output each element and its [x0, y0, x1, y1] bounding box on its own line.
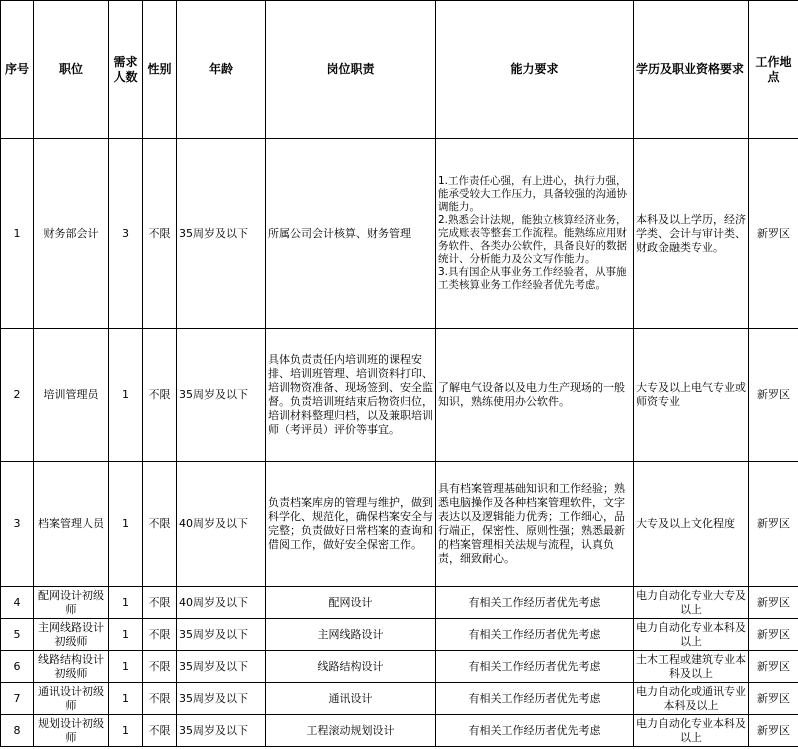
cell-ability: 有相关工作经历者优先考虑 — [436, 683, 634, 715]
cell-ability: 1.工作责任心强，有上进心，执行力强，能承受较大工作压力，具备较强的沟通协调能力。 2.熟悉会计法规，能独立核算经济业务，完成账表等整套工作流程。能熟练应用财务软件、各类办公软件，具备良好的数据统计、分析能力及公文写作能力。 3.具有国企从事业务工作经验者，从事施工类核算业务工作经验者优先考虑。 — [436, 139, 634, 329]
cell-education: 大专及以上文化程度 — [634, 462, 749, 587]
cell-position: 线路结构设计初级师 — [34, 651, 109, 683]
cell-education: 电力自动化专业大专及以上 — [634, 587, 749, 619]
cell-gender: 不限 — [143, 683, 177, 715]
cell-location: 新罗区 — [749, 329, 798, 462]
cell-position: 规划设计初级师 — [34, 715, 109, 747]
cell-age: 40周岁及以下 — [177, 462, 266, 587]
cell-age: 35周岁及以下 — [177, 619, 266, 651]
cell-no: 8 — [1, 715, 34, 747]
cell-duty: 线路结构设计 — [266, 651, 436, 683]
cell-gender: 不限 — [143, 619, 177, 651]
cell-no: 1 — [1, 139, 34, 329]
header-location: 工作地点 — [749, 1, 798, 139]
table-row — [1, 651, 798, 683]
header-no: 序号 — [1, 1, 34, 139]
cell-position: 档案管理人员 — [34, 462, 109, 587]
cell-no: 4 — [1, 587, 34, 619]
table-row — [1, 139, 798, 329]
cell-gender: 不限 — [143, 715, 177, 747]
header-row — [1, 1, 798, 139]
cell-age: 35周岁及以下 — [177, 139, 266, 329]
cell-no: 7 — [1, 683, 34, 715]
cell-age: 35周岁及以下 — [177, 651, 266, 683]
cell-duty: 通讯设计 — [266, 683, 436, 715]
cell-position: 配网设计初级师 — [34, 587, 109, 619]
cell-education: 电力自动化专业本科及以上 — [634, 715, 749, 747]
cell-ability: 具有档案管理基础知识和工作经验；熟悉电脑操作及各种档案管理软件，文字表达以及逻辑能力优秀；工作细心，品行端正，保密性、原则性强；熟悉最新的档案管理相关法规与流程，认真负责，细致耐心。 — [436, 462, 634, 587]
cell-location: 新罗区 — [749, 619, 798, 651]
cell-count: 1 — [109, 462, 143, 587]
header-duty: 岗位职责 — [266, 1, 436, 139]
header-position: 职位 — [34, 1, 109, 139]
table-row — [1, 587, 798, 619]
cell-location: 新罗区 — [749, 651, 798, 683]
cell-position: 通讯设计初级师 — [34, 683, 109, 715]
cell-gender: 不限 — [143, 462, 177, 587]
cell-age: 40周岁及以下 — [177, 587, 266, 619]
cell-position: 财务部会计 — [34, 139, 109, 329]
table-row — [1, 683, 798, 715]
cell-count: 1 — [109, 683, 143, 715]
cell-ability: 有相关工作经历者优先考虑 — [436, 587, 634, 619]
cell-gender: 不限 — [143, 139, 177, 329]
cell-gender: 不限 — [143, 651, 177, 683]
cell-gender: 不限 — [143, 587, 177, 619]
cell-count: 1 — [109, 715, 143, 747]
cell-no: 6 — [1, 651, 34, 683]
cell-position: 培训管理员 — [34, 329, 109, 462]
table-row — [1, 715, 798, 747]
header-age: 年龄 — [177, 1, 266, 139]
cell-location: 新罗区 — [749, 715, 798, 747]
cell-gender: 不限 — [143, 329, 177, 462]
cell-duty: 负责档案库房的管理与维护，做到科学化、规范化，确保档案安全与完整；负责做好日常档案的查询和借阅工作，做好安全保密工作。 — [266, 462, 436, 587]
cell-education: 本科及以上学历，经济学类、会计与审计类、财政金融类专业。 — [634, 139, 749, 329]
cell-count: 1 — [109, 619, 143, 651]
header-education: 学历及职业资格要求 — [634, 1, 749, 139]
cell-no: 3 — [1, 462, 34, 587]
header-count: 需求人数 — [109, 1, 143, 139]
cell-duty: 工程滚动规划设计 — [266, 715, 436, 747]
table-row — [1, 329, 798, 462]
cell-education: 大专及以上电气专业或师资专业 — [634, 329, 749, 462]
cell-position: 主网线路设计初级师 — [34, 619, 109, 651]
cell-location: 新罗区 — [749, 462, 798, 587]
cell-duty: 所属公司会计核算、财务管理 — [266, 139, 436, 329]
cell-ability: 有相关工作经历者优先考虑 — [436, 715, 634, 747]
cell-no: 2 — [1, 329, 34, 462]
cell-ability: 了解电气设备以及电力生产现场的一般知识，熟练使用办公软件。 — [436, 329, 634, 462]
table-row — [1, 462, 798, 587]
cell-count: 3 — [109, 139, 143, 329]
header-gender: 性别 — [143, 1, 177, 139]
cell-location: 新罗区 — [749, 587, 798, 619]
cell-location: 新罗区 — [749, 139, 798, 329]
cell-education: 土木工程或建筑专业本科及以上 — [634, 651, 749, 683]
cell-age: 35周岁及以下 — [177, 329, 266, 462]
cell-age: 35周岁及以下 — [177, 715, 266, 747]
cell-age: 35周岁及以下 — [177, 683, 266, 715]
cell-ability: 有相关工作经历者优先考虑 — [436, 619, 634, 651]
cell-count: 1 — [109, 587, 143, 619]
header-ability: 能力要求 — [436, 1, 634, 139]
cell-no: 5 — [1, 619, 34, 651]
cell-education: 电力自动化专业本科及以上 — [634, 619, 749, 651]
cell-count: 1 — [109, 651, 143, 683]
cell-count: 1 — [109, 329, 143, 462]
cell-location: 新罗区 — [749, 683, 798, 715]
cell-duty: 具体负责责任内培训班的课程安排、培训班管理、培训资料打印、培训物资准备、现场签到、安全监督。负责培训班结束后物资归位，培训材料整理归档，以及兼职培训师（考评员）评价等事宜。 — [266, 329, 436, 462]
cell-duty: 配网设计 — [266, 587, 436, 619]
cell-ability: 有相关工作经历者优先考虑 — [436, 651, 634, 683]
cell-duty: 主网线路设计 — [266, 619, 436, 651]
cell-education: 电力自动化或通讯专业本科及以上 — [634, 683, 749, 715]
table-row — [1, 619, 798, 651]
